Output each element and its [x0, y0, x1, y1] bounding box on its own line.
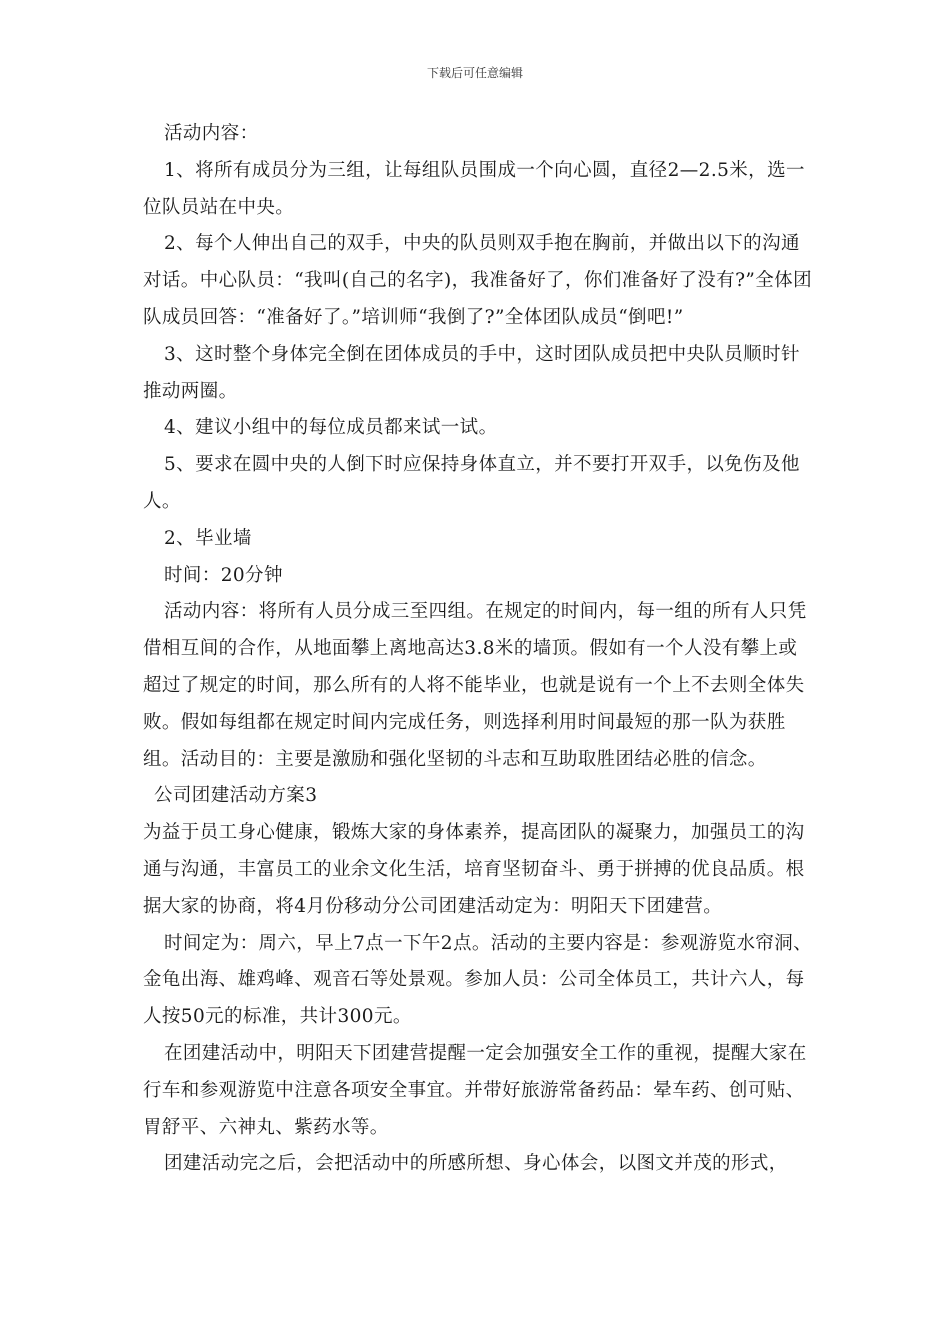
section-heading: 公司团建活动方案3 — [154, 785, 318, 807]
page-header: 下载后可任意编辑 — [426, 66, 523, 80]
paragraph: 1、将所有成员分为三组，让每组队员围成一个向心圆，直径2—2.5米，选一位队员站在中央。 — [143, 159, 805, 218]
paragraph: 活动内容：将所有人员分成三至四组。在规定的时间内，每一组的所有人只凭借相互间的合作，从地面攀上离地高达3.8米的墙顶。假如有一个人没有攀上或超过了规定的时间，那么所有的人将不能毕业，也就是说有一个上不去则全体失败。假如每组都在规定时间内完成任务，则选择利用时间最短的那一队为获胜组。活动目的：主要是激励和强化坚韧的斗志和互助取胜团结必胜的信念。 — [143, 601, 807, 770]
paragraph: 为益于员工身心健康，锻炼大家的身体素养，提高团队的凝聚力，加强员工的沟通与沟通，丰富员工的业余文化生活，培育坚韧奋斗、勇于拼搏的优良品质。根据大家的协商，将4月份移动分公司团建活动定为：明阳天下团建营。 — [143, 822, 805, 917]
paragraph: 时间：20分钟 — [164, 564, 283, 586]
section-heading: 2、毕业墙 — [164, 527, 252, 549]
paragraph: 2、每个人伸出自己的双手，中央的队员则双手抱在胸前，并做出以下的沟通对话。中心队员：“我叫(自己的名字)，我准备好了，你们准备好了没有?”全体团队成员回答：“准备好了。”培训师“我倒了?”全体团队成员“倒吧!” — [143, 233, 812, 328]
paragraph: 活动内容： — [164, 123, 259, 144]
paragraph: 4、建议小组中的每位成员都来试一试。 — [164, 417, 498, 439]
paragraph: 团建活动完之后，会把活动中的所感所想、身心体会，以图文并茂的形式， — [164, 1153, 788, 1175]
paragraph: 在团建活动中，明阳天下团建营提醒一定会加强安全工作的重视，提醒大家在行车和参观游览中注意各项安全事宜。并带好旅游常备药品：晕车药、创可贴、胃舒平、六神丸、紫药水等。 — [143, 1042, 807, 1138]
paragraph: 时间定为：周六，早上7点一下午2点。活动的主要内容是：参观游览水帘洞、金龟出海、雄鸡峰、观音石等处景观。参加人员：公司全体员工，共计六人，每人按50元的标准，共计300元。 — [143, 932, 813, 1028]
document-body — [143, 116, 813, 1183]
paragraph: 3、这时整个身体完全倒在团体成员的手中，这时团队成员把中央队员顺时针推动两圈。 — [143, 343, 800, 402]
paragraph: 5、要求在圆中央的人倒下时应保持身体直立，并不要打开双手，以免伤及他人。 — [143, 454, 800, 512]
